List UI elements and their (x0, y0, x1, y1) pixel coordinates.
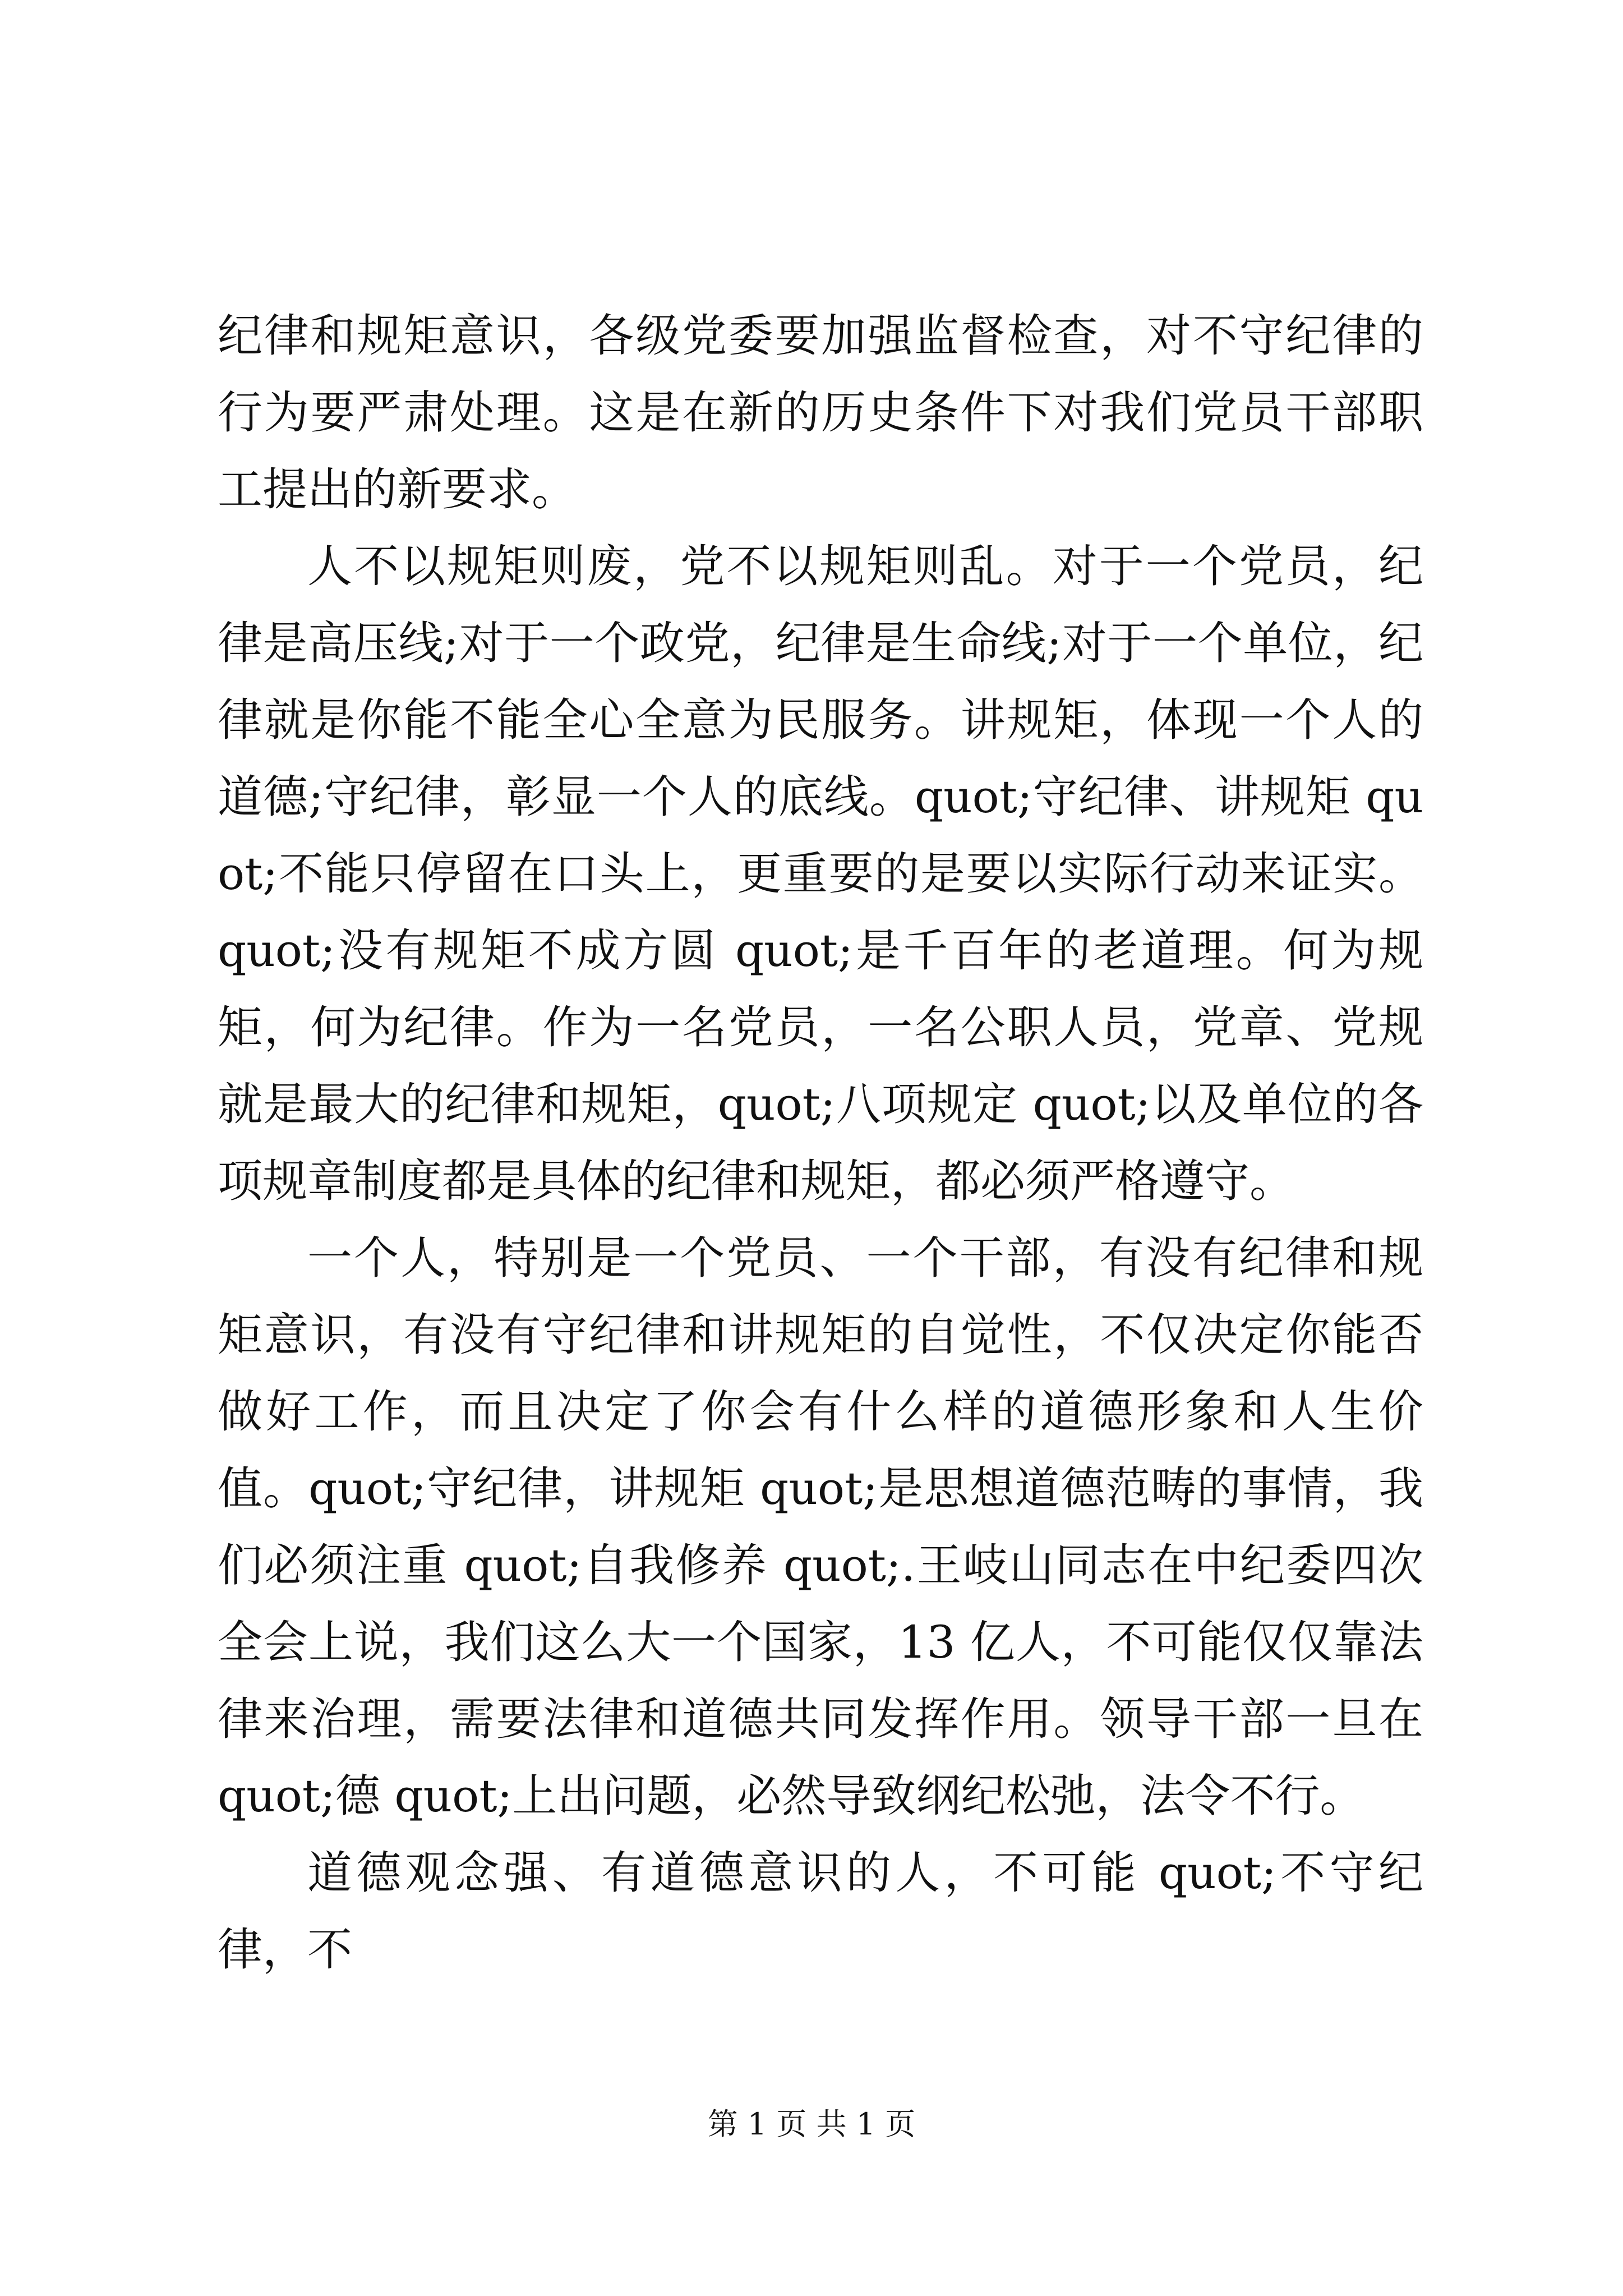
paragraph-discipline-and-rules: 人不以规矩则废，党不以规矩则乱。对于一个党员，纪律是高压线;对于一个政党，纪律是生命线;对于一个单位，纪律就是你能不能全心全意为民服务。讲规矩，体现一个人的道德;守纪律，彰显一个人的底线。quot;守纪律、讲规矩 quot;不能只停留在口头上，更重要的是要以实际行动来证实。quot;没有规矩不成方圆 quot;是千百年的老道理。何为规矩，何为纪律。作为一名党员，一名公职人员，党章、党规就是最大的纪律和规矩，quot;八项规定 quot;以及单位的各项规章制度都是具体的纪律和规矩，都必须严格遵守。 (218, 540, 1423, 1207)
paragraph-continued: 纪律和规矩意识，各级党委要加强监督检查，对不守纪律的行为要严肃处理。这是在新的历史条件下对我们党员干部职工提出的新要求。 (218, 310, 1423, 516)
paragraph-moral-awareness: 道德观念强、有道德意识的人，不可能 quot;不守纪律，不 (218, 1847, 1423, 1976)
document-body (218, 297, 1423, 1988)
paragraph-moral-cultivation: 一个人，特别是一个党员、一个干部，有没有纪律和规矩意识，有没有守纪律和讲规矩的自觉性，不仅决定你能否做好工作，而且决定了你会有什么样的道德形象和人生价值。quot;守纪律，讲规矩 quot;是思想道德范畴的事情，我们必须注重 quot;自我修养 quot;.王岐山同志在中纪委四次全会上说，我们这么大一个国家，13 亿人，不可能仅仅靠法律来治理，需要法律和道德共同发挥作用。领导干部一旦在 quot;德 quot;上出问题，必然导致纲纪松弛，法令不行。 (218, 1232, 1423, 1822)
page-footer: 第 1 页 共 1 页 (707, 2106, 916, 2142)
